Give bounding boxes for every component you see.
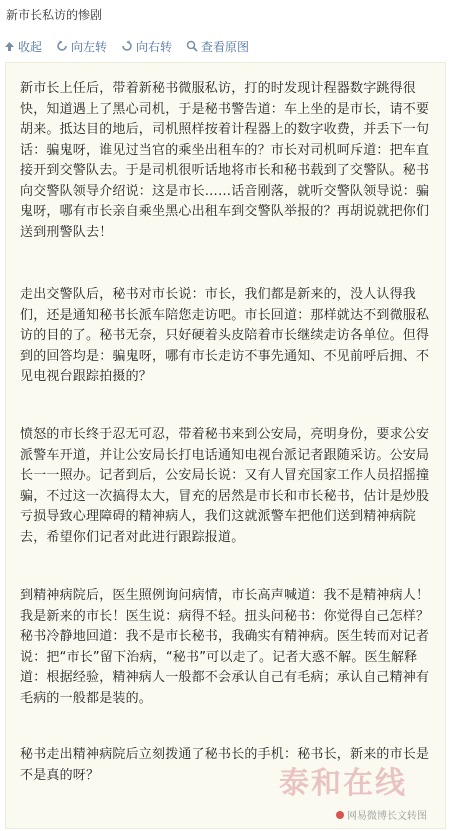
article-paragraph-3: 愤怒的市长终于忍无可忍，带着秘书来到公安局，亮明身份，要求公安派警车开道，并让公安局长打电话通知电视台派记者跟随采访。公安局长一一照办。记者到后，公安局长说：又有人冒充国家工作人员招摇撞骗，不过这一次搞得太大，冒充的居然是市长和市长秘书，估计是炒股亏损导致心理障碍的精神病人，我们这就派警车把他们送到精神病院去，希望你们记者对此进行跟踪报道。 <box>20 427 430 545</box>
rotate-right-icon <box>121 40 133 52</box>
rotate-left-button[interactable] <box>56 38 107 55</box>
watermark-caption-text: 网易微博长文转图 <box>347 811 427 822</box>
view-original-label: 查看原图 <box>201 39 250 54</box>
view-original-button[interactable] <box>186 38 249 55</box>
rotate-right-button[interactable] <box>121 38 172 55</box>
article-paragraph-1: 新市长上任后，带着新秘书微服私访，打的时发现计程器数字跳得很快，知道遇上了黑心司机，于是秘书警告道：车上坐的是市长，请不要胡来。抵达目的地后，司机照样按着计程器上的数字收费，并丢下一句话：骗鬼呀，谁见过当官的乘坐出租车的？市长对司机呵斥道：把车直接开到交警队去。于是司机很听话地将市长和秘书载到了交警队。秘书向交警队领导介绍说：这是市长……话音刚落，就听交警队领导说：骗鬼呀，哪有市长亲自乘坐黑心出租车到交警队举报的？再胡说就把你们送到刑警队去！ <box>20 81 430 240</box>
watermark-caption <box>336 807 427 822</box>
article-paragraph-2: 走出交警队后，秘书对市长说：市长，我们都是新来的，没人认得我们，还是通知秘书长派车陪您走访吧。市长回道：那样就达不到微服私访的目的了。秘书无奈，只好硬着头皮陪着市长继续走访各单位。但得到的回答均是：骗鬼呀，哪有市长走访不事先通知、不见前呼后拥、不见电视台跟踪拍摄的？ <box>20 287 430 384</box>
article-paragraph-5: 秘书走出精神病院后立刻拨通了秘书长的手机：秘书长，新来的市长是不是真的呀？ <box>20 747 430 783</box>
arrow-up-icon <box>4 41 15 52</box>
page-title: 新市长私访的惨剧 <box>6 8 103 22</box>
magnifier-icon <box>186 40 198 52</box>
rotate-left-icon <box>56 40 68 52</box>
article-paragraph-4: 到精神病院后，医生照例询问病情，市长高声喊道：我不是精神病人！我是新来的市长！医生说：病得不轻。扭头问秘书：你觉得自己怎样？秘书冷静地回道：我不是市长秘书，我确实有精神病。医生转而对记者说：把“市长”留下治病，“秘书”可以走了。记者大惑不解。医生解释道：根据经验，精神病人一般都不会承认自己有毛病；承认自己精神有毛病的一般都是装的。 <box>20 588 430 706</box>
collapse-label: 收起 <box>18 39 43 54</box>
rotate-left-label: 向左转 <box>71 39 108 54</box>
article-image <box>5 62 446 829</box>
collapse-button[interactable] <box>4 38 42 55</box>
netease-logo-icon <box>336 811 344 819</box>
rotate-right-label: 向右转 <box>136 39 173 54</box>
image-toolbar <box>0 36 451 56</box>
watermark-logo: 泰和在线 <box>279 766 407 801</box>
